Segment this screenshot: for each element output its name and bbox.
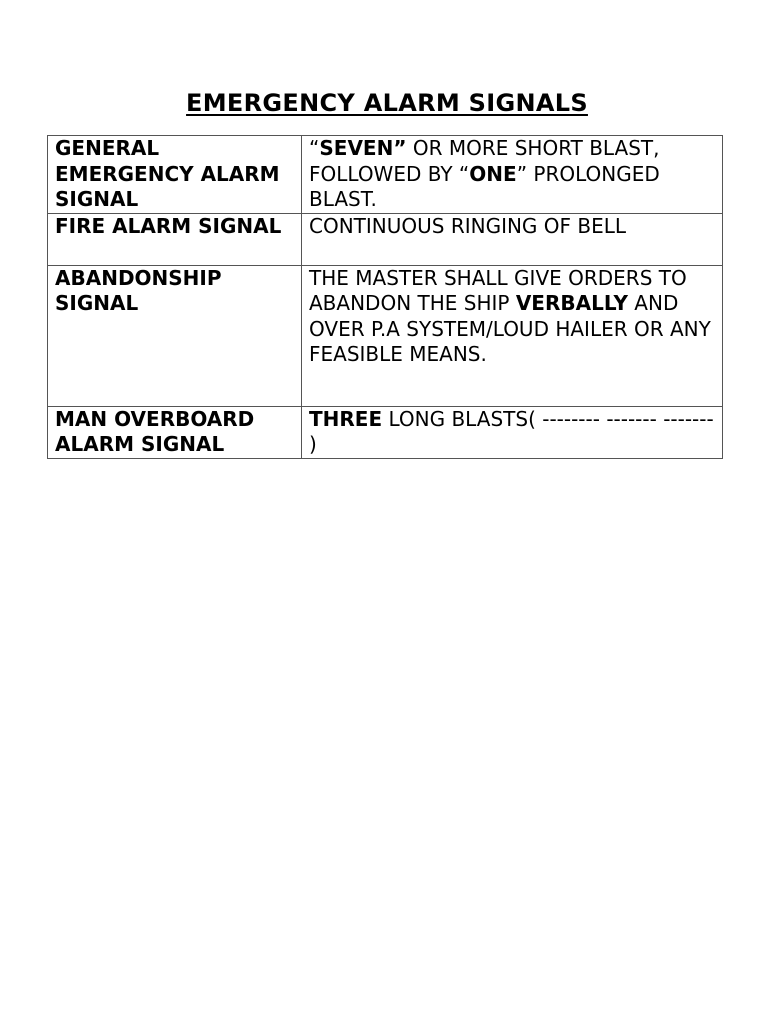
description-text: OR MORE SHORT BLAST, FOLLOWED BY “ xyxy=(309,136,660,186)
signal-name-cell: FIRE ALARM SIGNAL xyxy=(48,213,302,265)
table-row xyxy=(48,213,723,265)
description-text: CONTINUOUS RINGING OF BELL xyxy=(309,213,627,238)
signal-name-cell: MAN OVERBOARD ALARM SIGNAL xyxy=(48,406,302,458)
description-text: THE MASTER SHALL GIVE ORDERS TO ABANDON THE SHIP xyxy=(309,265,687,315)
table-row xyxy=(48,265,723,406)
description-emphasis: THREE xyxy=(309,406,383,431)
description-emphasis: SEVEN” xyxy=(319,136,407,160)
description-text: ” PROLONGED BLAST. xyxy=(309,161,660,211)
alarm-signals-table xyxy=(47,135,723,459)
page-title: EMERGENCY ALARM SIGNALS xyxy=(186,89,588,117)
description-text: “ xyxy=(309,136,320,160)
signal-description-cell xyxy=(302,265,723,406)
description-text: AND OVER P.A SYSTEM/LOUD HAILER OR ANY FEASIBLE MEANS. xyxy=(309,291,711,366)
signal-description-cell xyxy=(302,136,723,214)
signal-description-cell xyxy=(302,406,723,458)
signal-description-cell xyxy=(302,213,723,265)
table-row xyxy=(48,406,723,458)
table-row xyxy=(48,136,723,214)
signal-name-cell: ABANDONSHIP SIGNAL xyxy=(48,265,302,406)
signal-name-cell: GENERAL EMERGENCY ALARM SIGNAL xyxy=(48,136,302,214)
description-emphasis: VERBALLY xyxy=(515,291,628,315)
description-emphasis: ONE xyxy=(469,161,517,186)
description-text: LONG BLASTS( -------- ------- ------- ) xyxy=(309,406,714,456)
